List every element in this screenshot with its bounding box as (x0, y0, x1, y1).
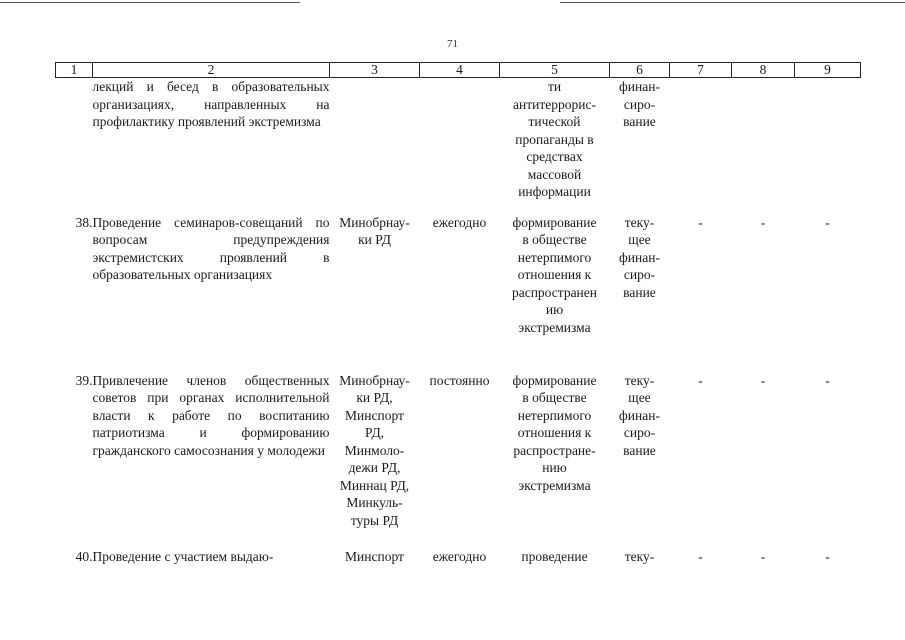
result-line: антитеррорис- (513, 96, 596, 112)
column-header: 1 (56, 63, 93, 78)
column-header: 3 (330, 63, 420, 78)
result-line: проведение (521, 548, 588, 564)
financing-line: финан- (619, 407, 660, 423)
row-col7: - (698, 372, 703, 388)
table-row (56, 78, 861, 214)
row-col8: - (760, 372, 766, 388)
executor-line: Минобрнау- (339, 372, 410, 388)
row-financing (610, 214, 670, 372)
executor-line: дежи РД, (348, 460, 401, 475)
result-line: распространен (511, 284, 598, 300)
page-number: 71 (447, 38, 458, 50)
executor-line: Минобрнау- (339, 214, 410, 230)
financing-line: теку- (624, 214, 655, 230)
result-line: отношения к (517, 267, 592, 282)
row-financing (610, 78, 670, 214)
row-term: ежегодно (432, 548, 487, 564)
result-line: ти (547, 79, 562, 94)
row-col9: - (825, 372, 830, 388)
result-line: массовой (527, 166, 582, 182)
row-col9 (795, 78, 861, 214)
result-line: тической (528, 114, 581, 129)
row-term: ежегодно (432, 214, 487, 230)
result-line: средствах (526, 149, 583, 164)
financing-line: вание (623, 284, 656, 300)
row-term (420, 78, 500, 214)
result-line: нию (542, 460, 567, 475)
row-executor (330, 78, 420, 214)
financing-line: щее (628, 232, 651, 247)
row-col9: - (825, 214, 830, 230)
column-header: 7 (670, 63, 732, 78)
executor-line: ки РД (358, 232, 391, 247)
executor-line: туры РД (350, 512, 399, 528)
row-result (500, 214, 610, 372)
row-col8: - (760, 548, 766, 564)
row-financing (610, 548, 670, 588)
row-col9: - (825, 548, 830, 564)
row-col8: - (760, 214, 766, 230)
column-header: 6 (610, 63, 670, 78)
row-description: Проведение семинаров-совещаний по вопросам предупреждения экстремистских проявлений в образовательных организациях (92, 214, 330, 282)
result-line: экстремизма (518, 477, 591, 493)
financing-line: теку- (624, 372, 655, 388)
row-financing (610, 372, 670, 548)
row-col8 (732, 78, 795, 214)
row-description: Проведение с участием выдаю- (92, 548, 274, 564)
top-edge-line-left (0, 2, 300, 3)
result-line: ию (545, 302, 564, 317)
executor-line: Миннац РД, (339, 477, 410, 493)
row-col7: - (698, 214, 703, 230)
row-term: постоянно (429, 372, 490, 388)
financing-line: сиро- (623, 425, 656, 440)
top-edge-line-right (560, 2, 905, 3)
financing-line: вание (623, 114, 656, 129)
financing-line: финан- (619, 79, 660, 94)
column-header: 5 (500, 63, 610, 78)
row-description: лекций и бесед в образовательных организациях, направленных на профилактику проявлений экстремизма (92, 79, 330, 129)
row-col7 (670, 78, 732, 214)
row-executor (330, 372, 420, 548)
table-row (56, 372, 861, 548)
financing-line: сиро- (623, 267, 656, 282)
executor-line: ки РД, (356, 390, 393, 405)
executor-line: РД, (364, 425, 385, 440)
row-executor (330, 548, 420, 588)
row-result (500, 78, 610, 214)
result-line: нетерпимого (517, 249, 592, 265)
financing-line: теку- (624, 548, 655, 564)
row-number: 39. (75, 372, 93, 388)
financing-line: щее (628, 390, 651, 405)
table-row (56, 214, 861, 372)
row-number: 38. (75, 214, 93, 230)
executor-line: Минспорт (345, 407, 404, 423)
row-result (500, 548, 610, 588)
executor-line: Минмоло- (344, 442, 405, 458)
result-line: распростране- (513, 442, 596, 458)
row-number: 40. (75, 548, 93, 564)
result-line: в обществе (522, 232, 587, 247)
financing-line: финан- (619, 249, 660, 265)
column-header: 4 (420, 63, 500, 78)
row-col7: - (698, 548, 703, 564)
row-result (500, 372, 610, 548)
result-line: нетерпимого (517, 407, 592, 423)
executor-line: Минкуль- (346, 495, 403, 510)
column-header: 2 (93, 63, 330, 78)
executor-line: Минспорт (345, 548, 404, 564)
result-line: отношения к (517, 425, 592, 440)
result-line: в обществе (522, 390, 587, 405)
row-executor (330, 214, 420, 372)
financing-line: вание (623, 442, 656, 458)
column-header: 8 (732, 63, 795, 78)
financing-line: сиро- (623, 96, 656, 112)
table-row (56, 548, 861, 588)
result-line: пропаганды в (515, 131, 594, 147)
column-number-header-row (56, 63, 861, 78)
result-line: экстремизма (518, 319, 591, 335)
result-line: формирование (512, 372, 597, 388)
row-description: Привлечение членов общественных советов при органах исполнительной власти к работе по воспитанию патриотизма и формированию гражданского самосознания у молодежи (92, 372, 330, 458)
result-line: формирование (512, 214, 597, 230)
action-plan-table (55, 62, 861, 588)
result-line: информации (518, 184, 591, 199)
row-number (56, 78, 93, 214)
column-header: 9 (795, 63, 861, 78)
